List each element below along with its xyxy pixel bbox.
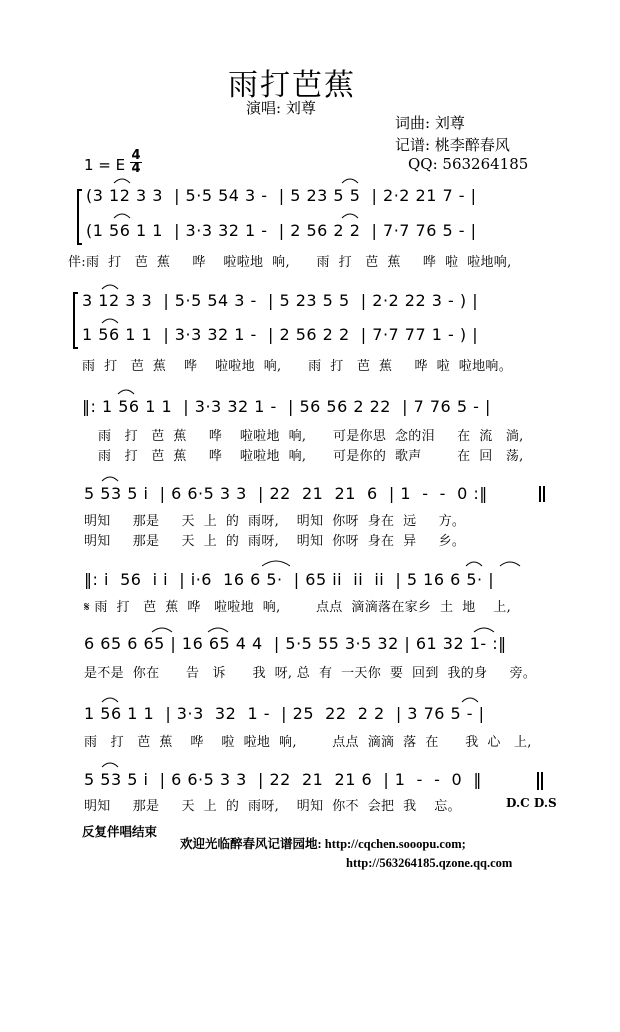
tie-mark xyxy=(118,390,134,394)
tie-mark xyxy=(114,214,130,218)
welcome-link-text: 欢迎光临醉春风记谱园地: http://cqchen.sooopu.com; xyxy=(180,837,466,851)
system-3-lyrics-2: 雨 打 芭 蕉 哗 啦啦地 响, 可是你的 歌声 在 回 荡, xyxy=(98,449,524,464)
system-5-notes: ‖: i 56 i i | i·6 16 6 5· | 65 ii ii ii | 5 16 6 5· | xyxy=(84,570,495,589)
repeat-end-note: 反复伴唱结束 xyxy=(82,824,158,839)
tie-mark xyxy=(102,319,118,323)
system-2-lower: 1 56 1 1 | 3·3 32 1 - | 2 56 2 2 | 7·7 77 1 - ) | xyxy=(82,325,479,344)
system-2-bracket xyxy=(74,293,78,348)
tie-mark xyxy=(500,562,520,566)
system-4-notes: 5 53 5 i | 6 6·5 3 3 | 22 21 21 6 | 1 - - 0 :‖ xyxy=(84,484,488,503)
system-4-lyrics-1: 明知 那是 天 上 的 雨呀, 明知 你呀 身在 远 方。 xyxy=(84,514,466,529)
dc-ds-mark: D.C D.S xyxy=(506,796,557,810)
system-3-notes: ‖: 1 56 1 1 | 3·3 32 1 - | 56 56 2 22 | 7 76 5 - | xyxy=(82,397,491,416)
system-5-lyrics: 𝄋 雨 打 芭 蕉 哗 啦啦地 响, 点点 滴滴落在家乡 土 地 上, xyxy=(84,600,512,615)
tie-mark xyxy=(102,477,118,481)
system-2-lyrics: 雨 打 芭 蕉 哗 啦啦地 响, 雨 打 芭 蕉 哗 啦 啦地响。 xyxy=(82,359,512,374)
system-6-notes: 6 65 6 65 | 16 65 4 4 | 5·5 55 3·5 32 | 61 32 1- :‖ xyxy=(84,634,507,653)
tie-mark xyxy=(102,763,118,767)
tie-mark xyxy=(474,628,494,632)
tie-mark xyxy=(208,628,228,632)
lyricist-credit: 词曲: 刘尊 xyxy=(395,114,465,132)
tie-mark xyxy=(152,628,172,632)
system-1-lyrics: 伴:雨 打 芭 蕉 哗 啦啦地 响, 雨 打 芭 蕉 哗 啦 啦地响, xyxy=(68,255,512,270)
final-barline xyxy=(538,772,542,790)
tie-mark xyxy=(102,698,118,702)
system-3-lyrics-1: 雨 打 芭 蕉 哗 啦啦地 响, 可是你思 念的泪 在 流 淌, xyxy=(98,429,524,444)
system-6-lyrics: 是不是 你在 告 诉 我 呀, 总 有 一天你 要 回到 我的身 旁。 xyxy=(84,666,537,681)
tie-mark xyxy=(342,214,358,218)
system-2-upper: 3 12 3 3 | 5·5 54 3 - | 5 23 5 5 | 2·2 22 3 - ) | xyxy=(82,291,479,310)
system-1-upper: (3 12 3 3 | 5·5 54 3 - | 5 23 5 5 | 2·2 21 7 - | xyxy=(86,186,477,205)
singer-credit: 演唱: 刘尊 xyxy=(246,99,316,117)
system-4-lyrics-2: 明知 那是 天 上 的 雨呀, 明知 你呀 身在 异 乡。 xyxy=(84,534,466,549)
system-1-lower: (1 56 1 1 | 3·3 32 1 - | 2 56 2 2 | 7·7 76 5 - | xyxy=(86,221,477,240)
transcriber-credit: 记谱: 桃李醉春风 xyxy=(395,136,510,154)
system-8-lyrics: 明知 那是 天 上 的 雨呀, 明知 你不 会把 我 忘。 xyxy=(84,799,461,814)
qq-number: QQ: 563264185 xyxy=(408,155,529,173)
system-7-lyrics: 雨 打 芭 蕉 哗 啦 啦地 响, 点点 滴滴 落 在 我 心 上, xyxy=(84,735,532,750)
repeat-barline xyxy=(540,486,544,502)
tie-mark xyxy=(342,179,358,183)
tie-mark xyxy=(102,285,118,289)
tie-mark xyxy=(462,698,478,702)
system-1-bracket xyxy=(78,190,82,244)
qzone-url: http://563264185.qzone.qq.com xyxy=(346,856,513,870)
tie-mark xyxy=(114,179,130,183)
time-signature-bottom: 4 xyxy=(131,161,141,176)
tie-mark xyxy=(466,562,482,566)
tie-mark xyxy=(262,561,290,566)
page-title: 雨打芭蕉 xyxy=(228,68,356,103)
system-8-notes: 5 53 5 i | 6 6·5 3 3 | 22 21 21 6 | 1 - - 0 ‖ xyxy=(84,770,482,789)
time-signature-top: 4 xyxy=(131,148,141,163)
system-7-notes: 1 56 1 1 | 3·3 32 1 - | 25 22 2 2 | 3 76 5 - | xyxy=(84,704,485,723)
key-signature: 1 = E xyxy=(84,156,126,174)
